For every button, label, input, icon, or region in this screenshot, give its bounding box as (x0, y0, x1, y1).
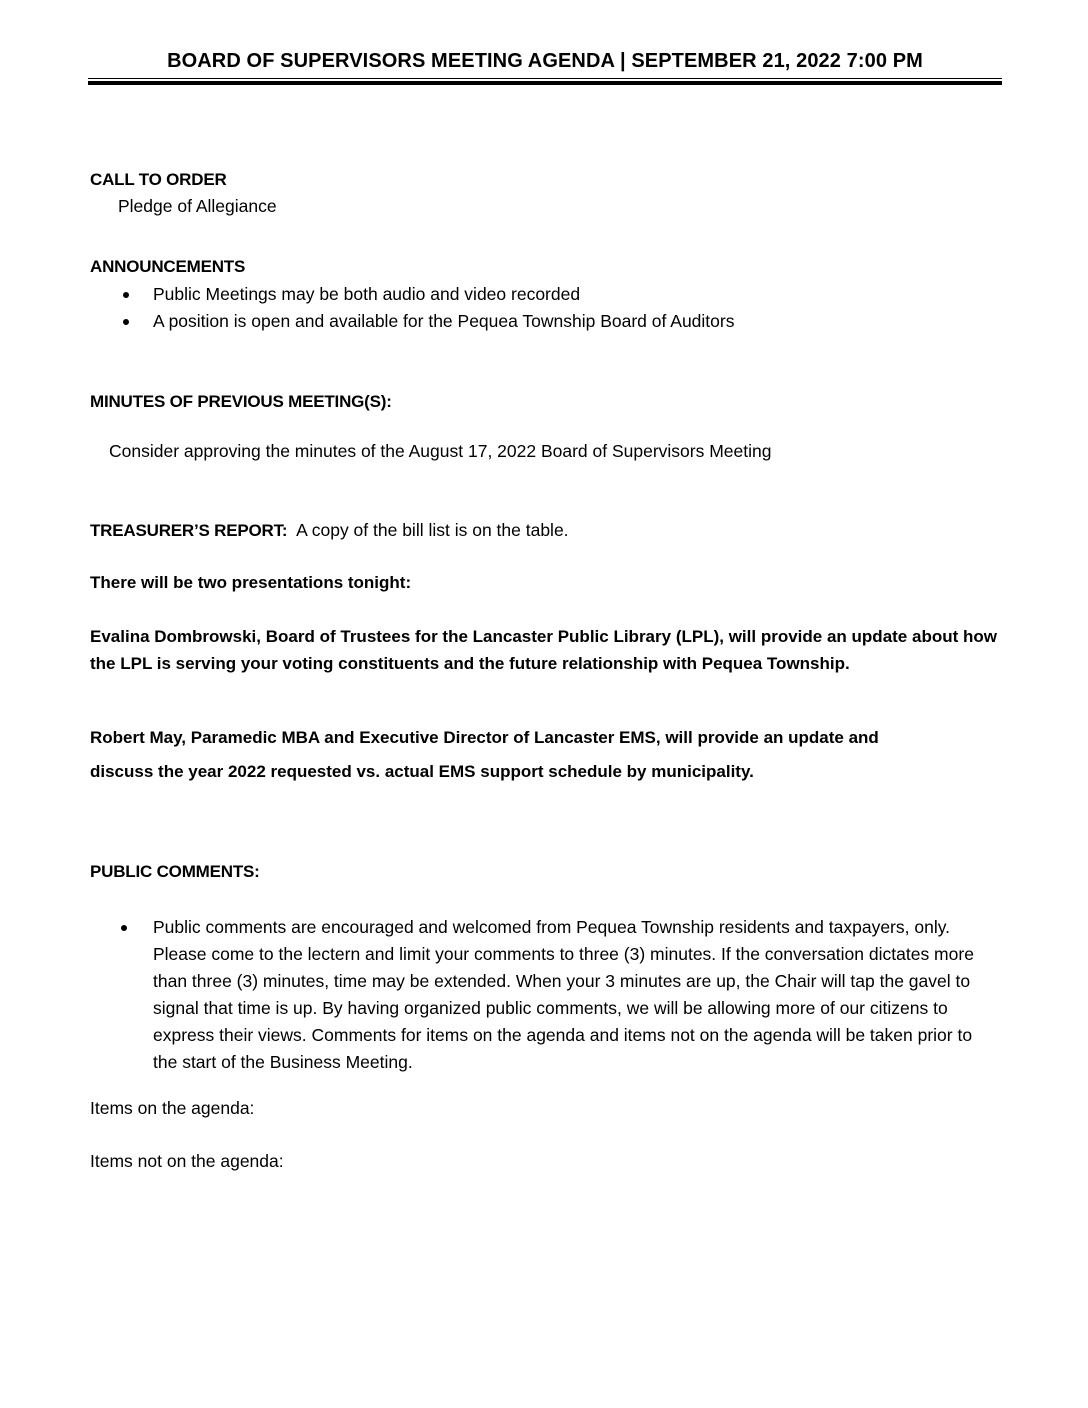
items-on-agenda: Items on the agenda: (90, 1098, 255, 1118)
bullet-icon (121, 925, 127, 931)
call-to-order-item: Pledge of Allegiance (118, 196, 277, 216)
announcement-text: A position is open and available for the Pequea Township Board of Auditors (153, 311, 735, 331)
presentation-first: Evalina Dombrowski, Board of Trustees for the Lancaster Public Library (LPL), will provide an update about how the LPL is serving your voting constituents and the future relationship with Pequea Township. (90, 627, 997, 673)
treasurer-text: A copy of the bill list is on the table. (296, 520, 569, 540)
list-item (153, 308, 734, 335)
minutes-text: Consider approving the minutes of the August 17, 2022 Board of Supervisors Meeting (109, 441, 772, 461)
presentations-intro: There will be two presentations tonight: (90, 573, 412, 592)
title-underline-thick (88, 81, 1002, 85)
page-title: BOARD OF SUPERVISORS MEETING AGENDA | SEPTEMBER 21, 2022 7:00 PM (167, 50, 923, 72)
presentation-second-line1: Robert May, Paramedic MBA and Executive Director of Lancaster EMS, will provide an update and (90, 728, 879, 747)
bullet-icon (123, 292, 129, 298)
treasurer-heading: TREASURER’S REPORT: (90, 521, 288, 540)
public-comments-text: Public comments are encouraged and welcomed from Pequea Township residents and taxpayers, only. Please come to the lectern and limit your comments to three (3) minutes. If the conversation dictates more than three (3) minutes, time may be extended. When your 3 minutes are up, the Chair will tap the gavel to signal that time is up. By having organized public comments, we will be allowing more of our citizens to express their views. Comments for items on the agenda and items not on the agenda will be taken prior to the start of the Business Meeting. (153, 917, 974, 1072)
call-to-order-heading: CALL TO ORDER (90, 170, 227, 189)
items-not-on-agenda: Items not on the agenda: (90, 1151, 284, 1171)
treasurer-report (90, 520, 569, 541)
minutes-heading: MINUTES OF PREVIOUS MEETING(S): (90, 392, 392, 411)
public-comments-heading: PUBLIC COMMENTS: (90, 862, 260, 881)
list-item (153, 281, 734, 308)
title-underline-thin (88, 78, 1002, 79)
presentation-second-line2: discuss the year 2022 requested vs. actual EMS support schedule by municipality. (90, 762, 754, 781)
announcement-text: Public Meetings may be both audio and video recorded (153, 284, 581, 304)
bullet-icon (123, 319, 129, 325)
announcements-heading: ANNOUNCEMENTS (90, 257, 246, 276)
announcements-list (153, 281, 734, 335)
